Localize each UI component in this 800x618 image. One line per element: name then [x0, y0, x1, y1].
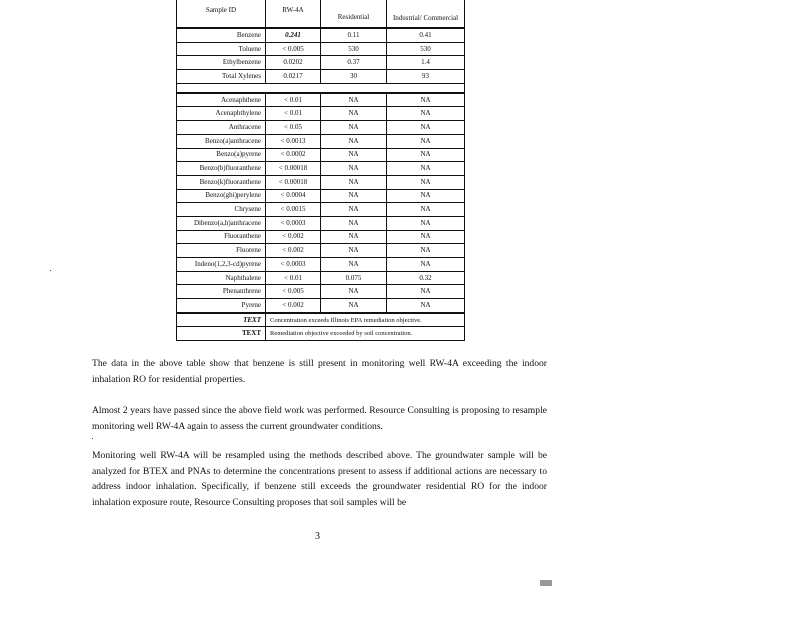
table-row [177, 134, 465, 148]
analyte-name: Benzo(a)anthracene [177, 134, 266, 148]
table-row [177, 244, 465, 258]
well-value: < 0.002 [266, 299, 321, 313]
table-row [177, 56, 465, 70]
scan-speck [92, 438, 93, 439]
header-sample-id: Sample ID [177, 0, 266, 28]
residential-ro: NA [321, 189, 387, 203]
table-gap [177, 83, 465, 93]
legend-text: Remediation objective exceeded by soil concentration. [266, 327, 465, 341]
well-value: < 0.0013 [266, 134, 321, 148]
well-value: < 0.01 [266, 107, 321, 121]
paragraph-resample-methods: Monitoring well RW-4A will be resampled using the methods described above. The groundwater sample will be analyzed for BTEX and PNAs to determine the concentrations present to assess if additional actions are necessary to address indoor inhalation. Specifically, if benzene still exceeds the groundwater residential RO for the indoor inhalation exposure route, Resource Consulting proposes that soil samples will be [92, 450, 547, 508]
header-industrial: Industrial/ Commercial [387, 0, 465, 28]
well-value: 0.0217 [266, 70, 321, 84]
residential-ro: NA [321, 285, 387, 299]
analyte-name: Acenaphthene [177, 93, 266, 107]
residential-ro: NA [321, 230, 387, 244]
well-value: < 0.0003 [266, 216, 321, 230]
industrial-ro: 530 [387, 42, 465, 56]
analyte-name: Dibenzo(a,h)anthracene [177, 216, 266, 230]
well-value: < 0.00018 [266, 162, 321, 176]
industrial-ro: NA [387, 230, 465, 244]
scan-mark [540, 580, 552, 586]
well-value: < 0.0003 [266, 258, 321, 272]
well-value: < 0.005 [266, 285, 321, 299]
table-row [177, 28, 465, 42]
analyte-name: Benzo(b)fluoranthene [177, 162, 266, 176]
well-value: < 0.01 [266, 271, 321, 285]
table-row [177, 175, 465, 189]
residential-ro: NA [321, 162, 387, 176]
industrial-ro: NA [387, 121, 465, 135]
table-row [177, 299, 465, 313]
analyte-name: Fluorene [177, 244, 266, 258]
results-table [176, 0, 465, 341]
industrial-ro: NA [387, 148, 465, 162]
table-row [177, 93, 465, 107]
table-row [177, 121, 465, 135]
analyte-name: Indeno(1,2,3-cd)pyrene [177, 258, 266, 272]
legend-key: TEXT [177, 327, 266, 341]
analyte-name: Naphthalene [177, 271, 266, 285]
residential-ro: NA [321, 216, 387, 230]
table-row [177, 285, 465, 299]
well-value: < 0.002 [266, 244, 321, 258]
legend-key: TEXT [177, 313, 266, 327]
header-residential: Residential [321, 0, 387, 28]
table-row [177, 107, 465, 121]
analyte-name: Total Xylenes [177, 70, 266, 84]
analyte-name: Benzo(a)pyrene [177, 148, 266, 162]
well-value: < 0.0004 [266, 189, 321, 203]
table-row [177, 258, 465, 272]
analyte-name: Pyrene [177, 299, 266, 313]
paragraph-benzene-present: The data in the above table show that benzene is still present in monitoring well RW-4A exceeding the indoor inhalation RO for residential properties. [92, 358, 547, 385]
well-value: 0.241 [266, 28, 321, 42]
residential-ro: NA [321, 93, 387, 107]
industrial-ro: NA [387, 285, 465, 299]
well-value: < 0.005 [266, 42, 321, 56]
analyte-name: Benzene [177, 28, 266, 42]
table-row [177, 148, 465, 162]
analyte-name: Phenanthrene [177, 285, 266, 299]
industrial-ro: NA [387, 299, 465, 313]
residential-ro: NA [321, 258, 387, 272]
well-value: < 0.0015 [266, 203, 321, 217]
industrial-ro: NA [387, 189, 465, 203]
industrial-ro: 0.32 [387, 271, 465, 285]
table-row [177, 216, 465, 230]
paragraph-resample-proposal: Almost 2 years have passed since the above field work was performed. Resource Consulting is proposing to resample monitoring well RW-4A again to assess the current groundwater conditions. [92, 405, 547, 432]
industrial-ro: NA [387, 175, 465, 189]
table-row [177, 230, 465, 244]
legend-text: Concentration exceeds Illinois EPA remediation objective. [266, 313, 465, 327]
header-well: RW-4A [266, 0, 321, 28]
well-value: < 0.002 [266, 230, 321, 244]
page-number: 3 [315, 531, 320, 542]
analyte-name: Fluoranthene [177, 230, 266, 244]
residential-ro: NA [321, 203, 387, 217]
industrial-ro: NA [387, 258, 465, 272]
analyte-name: Acenaphthylene [177, 107, 266, 121]
industrial-ro: 93 [387, 70, 465, 84]
analyte-name: Ethylbenzene [177, 56, 266, 70]
residential-ro: NA [321, 175, 387, 189]
residential-ro: NA [321, 121, 387, 135]
well-value: < 0.05 [266, 121, 321, 135]
table-row [177, 162, 465, 176]
table-row [177, 70, 465, 84]
analyte-name: Benzo(ghi)perylene [177, 189, 266, 203]
residential-ro: 530 [321, 42, 387, 56]
legend-row [177, 313, 465, 327]
analyte-name: Toluene [177, 42, 266, 56]
well-value: 0.0202 [266, 56, 321, 70]
well-value: < 0.00018 [266, 175, 321, 189]
analyte-name: Anthracene [177, 121, 266, 135]
legend-row [177, 327, 465, 341]
residential-ro: 0.37 [321, 56, 387, 70]
industrial-ro: NA [387, 93, 465, 107]
results-table-container [176, 0, 462, 341]
table-header-row [177, 0, 465, 28]
residential-ro: NA [321, 244, 387, 258]
analyte-name: Benzo(k)fluoranthene [177, 175, 266, 189]
industrial-ro: NA [387, 134, 465, 148]
residential-ro: NA [321, 299, 387, 313]
industrial-ro: NA [387, 162, 465, 176]
residential-ro: 0.11 [321, 28, 387, 42]
residential-ro: 0.075 [321, 271, 387, 285]
industrial-ro: NA [387, 203, 465, 217]
industrial-ro: 1.4 [387, 56, 465, 70]
industrial-ro: NA [387, 107, 465, 121]
analyte-name: Chrysene [177, 203, 266, 217]
scan-speck [50, 270, 51, 271]
industrial-ro: NA [387, 216, 465, 230]
table-gap-row [177, 83, 465, 93]
residential-ro: NA [321, 134, 387, 148]
residential-ro: NA [321, 107, 387, 121]
well-value: < 0.01 [266, 93, 321, 107]
table-row [177, 203, 465, 217]
residential-ro: NA [321, 148, 387, 162]
industrial-ro: NA [387, 244, 465, 258]
table-row [177, 271, 465, 285]
industrial-ro: 0.41 [387, 28, 465, 42]
table-row [177, 42, 465, 56]
table-row [177, 189, 465, 203]
residential-ro: 30 [321, 70, 387, 84]
well-value: < 0.0002 [266, 148, 321, 162]
